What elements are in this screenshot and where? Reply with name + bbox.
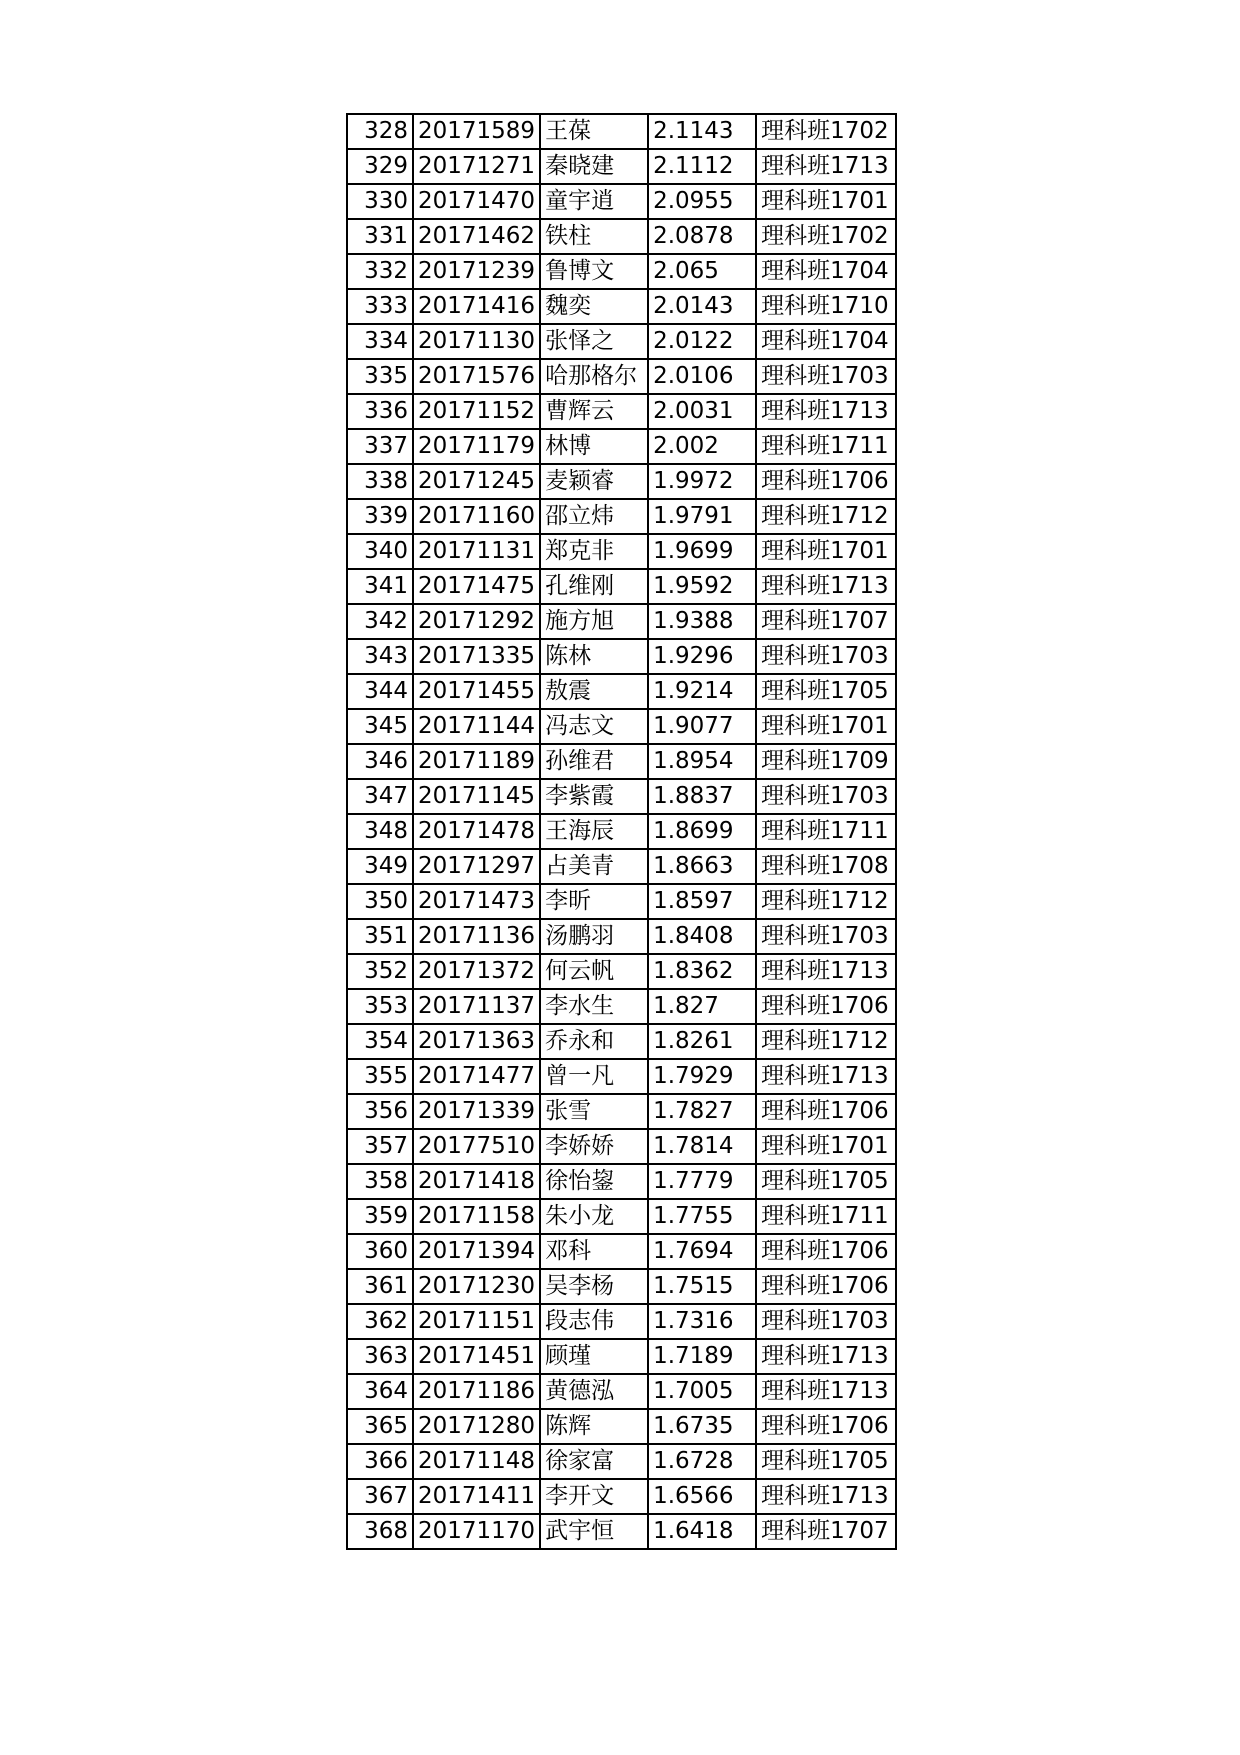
table-row [347,779,896,814]
student-id-cell: 20171470 [413,184,540,219]
class-cell: 理科班1701 [756,709,896,744]
rank-cell: 350 [347,884,413,919]
class-cell: 理科班1703 [756,1304,896,1339]
rank-cell: 339 [347,499,413,534]
table-row [347,499,896,534]
score-cell: 1.8663 [648,849,756,884]
ranking-table-body [347,114,896,1549]
table-row [347,1059,896,1094]
student-id-cell: 20171473 [413,884,540,919]
score-cell: 1.7005 [648,1374,756,1409]
student-name-cell: 朱小龙 [540,1199,648,1234]
score-cell: 2.0143 [648,289,756,324]
student-name-cell: 吴李杨 [540,1269,648,1304]
student-id-cell: 20171451 [413,1339,540,1374]
student-name-cell: 李昕 [540,884,648,919]
rank-cell: 364 [347,1374,413,1409]
student-id-cell: 20171411 [413,1479,540,1514]
student-name-cell: 郑克非 [540,534,648,569]
rank-cell: 367 [347,1479,413,1514]
table-row [347,1164,896,1199]
table-row [347,1374,896,1409]
class-cell: 理科班1712 [756,1024,896,1059]
student-id-cell: 20171186 [413,1374,540,1409]
rank-cell: 328 [347,114,413,149]
student-name-cell: 秦晓建 [540,149,648,184]
score-cell: 1.7316 [648,1304,756,1339]
score-cell: 2.065 [648,254,756,289]
rank-cell: 332 [347,254,413,289]
rank-cell: 355 [347,1059,413,1094]
class-cell: 理科班1706 [756,1094,896,1129]
score-cell: 1.9699 [648,534,756,569]
score-cell: 1.7755 [648,1199,756,1234]
score-cell: 1.6418 [648,1514,756,1549]
student-id-cell: 20171189 [413,744,540,779]
student-name-cell: 麦颖睿 [540,464,648,499]
student-name-cell: 曹辉云 [540,394,648,429]
rank-cell: 334 [347,324,413,359]
student-id-cell: 20171576 [413,359,540,394]
table-row [347,569,896,604]
student-id-cell: 20171144 [413,709,540,744]
class-cell: 理科班1711 [756,814,896,849]
rank-cell: 365 [347,1409,413,1444]
table-row [347,639,896,674]
class-cell: 理科班1701 [756,1129,896,1164]
student-id-cell: 20171230 [413,1269,540,1304]
rank-cell: 330 [347,184,413,219]
student-id-cell: 20171145 [413,779,540,814]
student-id-cell: 20171179 [413,429,540,464]
class-cell: 理科班1705 [756,1164,896,1199]
rank-cell: 368 [347,1514,413,1549]
rank-cell: 333 [347,289,413,324]
class-cell: 理科班1712 [756,499,896,534]
score-cell: 1.9296 [648,639,756,674]
score-cell: 2.0955 [648,184,756,219]
rank-cell: 362 [347,1304,413,1339]
rank-cell: 344 [347,674,413,709]
student-name-cell: 汤鹏羽 [540,919,648,954]
table-row [347,674,896,709]
student-name-cell: 李紫霞 [540,779,648,814]
student-id-cell: 20171170 [413,1514,540,1549]
student-id-cell: 20171297 [413,849,540,884]
class-cell: 理科班1705 [756,1444,896,1479]
table-row [347,1444,896,1479]
rank-cell: 359 [347,1199,413,1234]
table-row [347,254,896,289]
table-row [347,1409,896,1444]
class-cell: 理科班1702 [756,219,896,254]
student-id-cell: 20171160 [413,499,540,534]
table-row [347,184,896,219]
student-id-cell: 20171363 [413,1024,540,1059]
student-name-cell: 何云帆 [540,954,648,989]
rank-cell: 346 [347,744,413,779]
table-row [347,849,896,884]
table-row [347,324,896,359]
score-cell: 1.8837 [648,779,756,814]
table-row [347,1269,896,1304]
ranking-table [346,113,897,1550]
class-cell: 理科班1713 [756,1479,896,1514]
rank-cell: 357 [347,1129,413,1164]
score-cell: 1.9077 [648,709,756,744]
student-id-cell: 20171589 [413,114,540,149]
class-cell: 理科班1702 [756,114,896,149]
student-name-cell: 施方旭 [540,604,648,639]
score-cell: 2.0878 [648,219,756,254]
student-id-cell: 20171131 [413,534,540,569]
student-name-cell: 武宇恒 [540,1514,648,1549]
table-row [347,289,896,324]
score-cell: 1.8261 [648,1024,756,1059]
student-name-cell: 顾瑾 [540,1339,648,1374]
student-name-cell: 徐怡鋆 [540,1164,648,1199]
class-cell: 理科班1707 [756,1514,896,1549]
table-row [347,1339,896,1374]
student-name-cell: 张怿之 [540,324,648,359]
student-name-cell: 王葆 [540,114,648,149]
rank-cell: 353 [347,989,413,1024]
table-row [347,464,896,499]
student-name-cell: 占美青 [540,849,648,884]
score-cell: 1.9214 [648,674,756,709]
table-row [347,709,896,744]
class-cell: 理科班1713 [756,1374,896,1409]
table-row [347,1024,896,1059]
student-id-cell: 20171271 [413,149,540,184]
class-cell: 理科班1706 [756,1269,896,1304]
rank-cell: 340 [347,534,413,569]
class-cell: 理科班1713 [756,569,896,604]
student-id-cell: 20171477 [413,1059,540,1094]
score-cell: 2.0031 [648,394,756,429]
student-name-cell: 李水生 [540,989,648,1024]
score-cell: 1.9972 [648,464,756,499]
rank-cell: 338 [347,464,413,499]
student-name-cell: 陈林 [540,639,648,674]
student-id-cell: 20171130 [413,324,540,359]
student-name-cell: 鲁博文 [540,254,648,289]
table-row [347,989,896,1024]
score-cell: 1.6566 [648,1479,756,1514]
class-cell: 理科班1704 [756,254,896,289]
rank-cell: 352 [347,954,413,989]
student-name-cell: 童宇逍 [540,184,648,219]
class-cell: 理科班1707 [756,604,896,639]
table-row [347,1129,896,1164]
student-name-cell: 魏奕 [540,289,648,324]
student-id-cell: 20171292 [413,604,540,639]
score-cell: 2.1112 [648,149,756,184]
class-cell: 理科班1713 [756,1339,896,1374]
class-cell: 理科班1706 [756,989,896,1024]
table-row [347,359,896,394]
student-name-cell: 哈那格尔 [540,359,648,394]
table-row [347,114,896,149]
rank-cell: 341 [347,569,413,604]
student-id-cell: 20171239 [413,254,540,289]
class-cell: 理科班1711 [756,429,896,464]
score-cell: 2.0106 [648,359,756,394]
score-cell: 2.1143 [648,114,756,149]
student-id-cell: 20171455 [413,674,540,709]
class-cell: 理科班1703 [756,639,896,674]
rank-cell: 345 [347,709,413,744]
student-id-cell: 20171339 [413,1094,540,1129]
table-row [347,219,896,254]
student-name-cell: 孙维君 [540,744,648,779]
score-cell: 1.8597 [648,884,756,919]
student-id-cell: 20171475 [413,569,540,604]
class-cell: 理科班1711 [756,1199,896,1234]
rank-cell: 366 [347,1444,413,1479]
rank-cell: 363 [347,1339,413,1374]
class-cell: 理科班1706 [756,1409,896,1444]
student-name-cell: 敖震 [540,674,648,709]
class-cell: 理科班1704 [756,324,896,359]
student-name-cell: 邵立炜 [540,499,648,534]
score-cell: 1.9592 [648,569,756,604]
table-row [347,604,896,639]
student-id-cell: 20171152 [413,394,540,429]
class-cell: 理科班1703 [756,359,896,394]
student-id-cell: 20177510 [413,1129,540,1164]
class-cell: 理科班1708 [756,849,896,884]
student-id-cell: 20171137 [413,989,540,1024]
student-id-cell: 20171245 [413,464,540,499]
student-name-cell: 李开文 [540,1479,648,1514]
student-id-cell: 20171280 [413,1409,540,1444]
class-cell: 理科班1713 [756,149,896,184]
class-cell: 理科班1701 [756,184,896,219]
rank-cell: 329 [347,149,413,184]
table-row [347,744,896,779]
student-id-cell: 20171148 [413,1444,540,1479]
score-cell: 1.8362 [648,954,756,989]
table-row [347,394,896,429]
student-name-cell: 张雪 [540,1094,648,1129]
rank-cell: 360 [347,1234,413,1269]
rank-cell: 342 [347,604,413,639]
table-row [347,1094,896,1129]
class-cell: 理科班1705 [756,674,896,709]
student-name-cell: 王海辰 [540,814,648,849]
rank-cell: 331 [347,219,413,254]
score-cell: 2.0122 [648,324,756,359]
class-cell: 理科班1703 [756,779,896,814]
table-row [347,954,896,989]
table-row [347,1199,896,1234]
class-cell: 理科班1701 [756,534,896,569]
student-id-cell: 20171462 [413,219,540,254]
rank-cell: 337 [347,429,413,464]
rank-cell: 343 [347,639,413,674]
score-cell: 1.827 [648,989,756,1024]
student-name-cell: 铁柱 [540,219,648,254]
rank-cell: 354 [347,1024,413,1059]
score-cell: 1.9791 [648,499,756,534]
score-cell: 1.8699 [648,814,756,849]
student-id-cell: 20171335 [413,639,540,674]
student-id-cell: 20171372 [413,954,540,989]
rank-cell: 348 [347,814,413,849]
table-row [347,1514,896,1549]
rank-cell: 356 [347,1094,413,1129]
student-name-cell: 段志伟 [540,1304,648,1339]
rank-cell: 358 [347,1164,413,1199]
student-name-cell: 李娇娇 [540,1129,648,1164]
score-cell: 1.7779 [648,1164,756,1199]
table-row [347,429,896,464]
score-cell: 1.6728 [648,1444,756,1479]
class-cell: 理科班1713 [756,1059,896,1094]
score-cell: 1.7827 [648,1094,756,1129]
student-id-cell: 20171416 [413,289,540,324]
student-name-cell: 徐家富 [540,1444,648,1479]
table-row [347,884,896,919]
student-name-cell: 冯志文 [540,709,648,744]
score-cell: 1.8408 [648,919,756,954]
class-cell: 理科班1706 [756,1234,896,1269]
student-name-cell: 邓科 [540,1234,648,1269]
student-id-cell: 20171418 [413,1164,540,1199]
score-cell: 1.9388 [648,604,756,639]
student-id-cell: 20171394 [413,1234,540,1269]
table-row [347,919,896,954]
table-row [347,1234,896,1269]
score-cell: 1.7694 [648,1234,756,1269]
table-row [347,1479,896,1514]
table-row [347,814,896,849]
student-name-cell: 林博 [540,429,648,464]
score-cell: 1.7515 [648,1269,756,1304]
student-id-cell: 20171478 [413,814,540,849]
class-cell: 理科班1713 [756,954,896,989]
class-cell: 理科班1706 [756,464,896,499]
student-id-cell: 20171151 [413,1304,540,1339]
rank-cell: 347 [347,779,413,814]
class-cell: 理科班1710 [756,289,896,324]
class-cell: 理科班1712 [756,884,896,919]
class-cell: 理科班1713 [756,394,896,429]
class-cell: 理科班1709 [756,744,896,779]
score-cell: 1.7189 [648,1339,756,1374]
rank-cell: 361 [347,1269,413,1304]
student-name-cell: 陈辉 [540,1409,648,1444]
score-cell: 1.6735 [648,1409,756,1444]
table-row [347,534,896,569]
student-name-cell: 孔维刚 [540,569,648,604]
score-cell: 1.8954 [648,744,756,779]
rank-cell: 335 [347,359,413,394]
score-cell: 2.002 [648,429,756,464]
rank-cell: 336 [347,394,413,429]
student-name-cell: 曾一凡 [540,1059,648,1094]
student-name-cell: 乔永和 [540,1024,648,1059]
rank-cell: 349 [347,849,413,884]
rank-cell: 351 [347,919,413,954]
student-name-cell: 黄德泓 [540,1374,648,1409]
table-row [347,149,896,184]
class-cell: 理科班1703 [756,919,896,954]
score-cell: 1.7814 [648,1129,756,1164]
table-row [347,1304,896,1339]
student-id-cell: 20171158 [413,1199,540,1234]
score-cell: 1.7929 [648,1059,756,1094]
student-id-cell: 20171136 [413,919,540,954]
